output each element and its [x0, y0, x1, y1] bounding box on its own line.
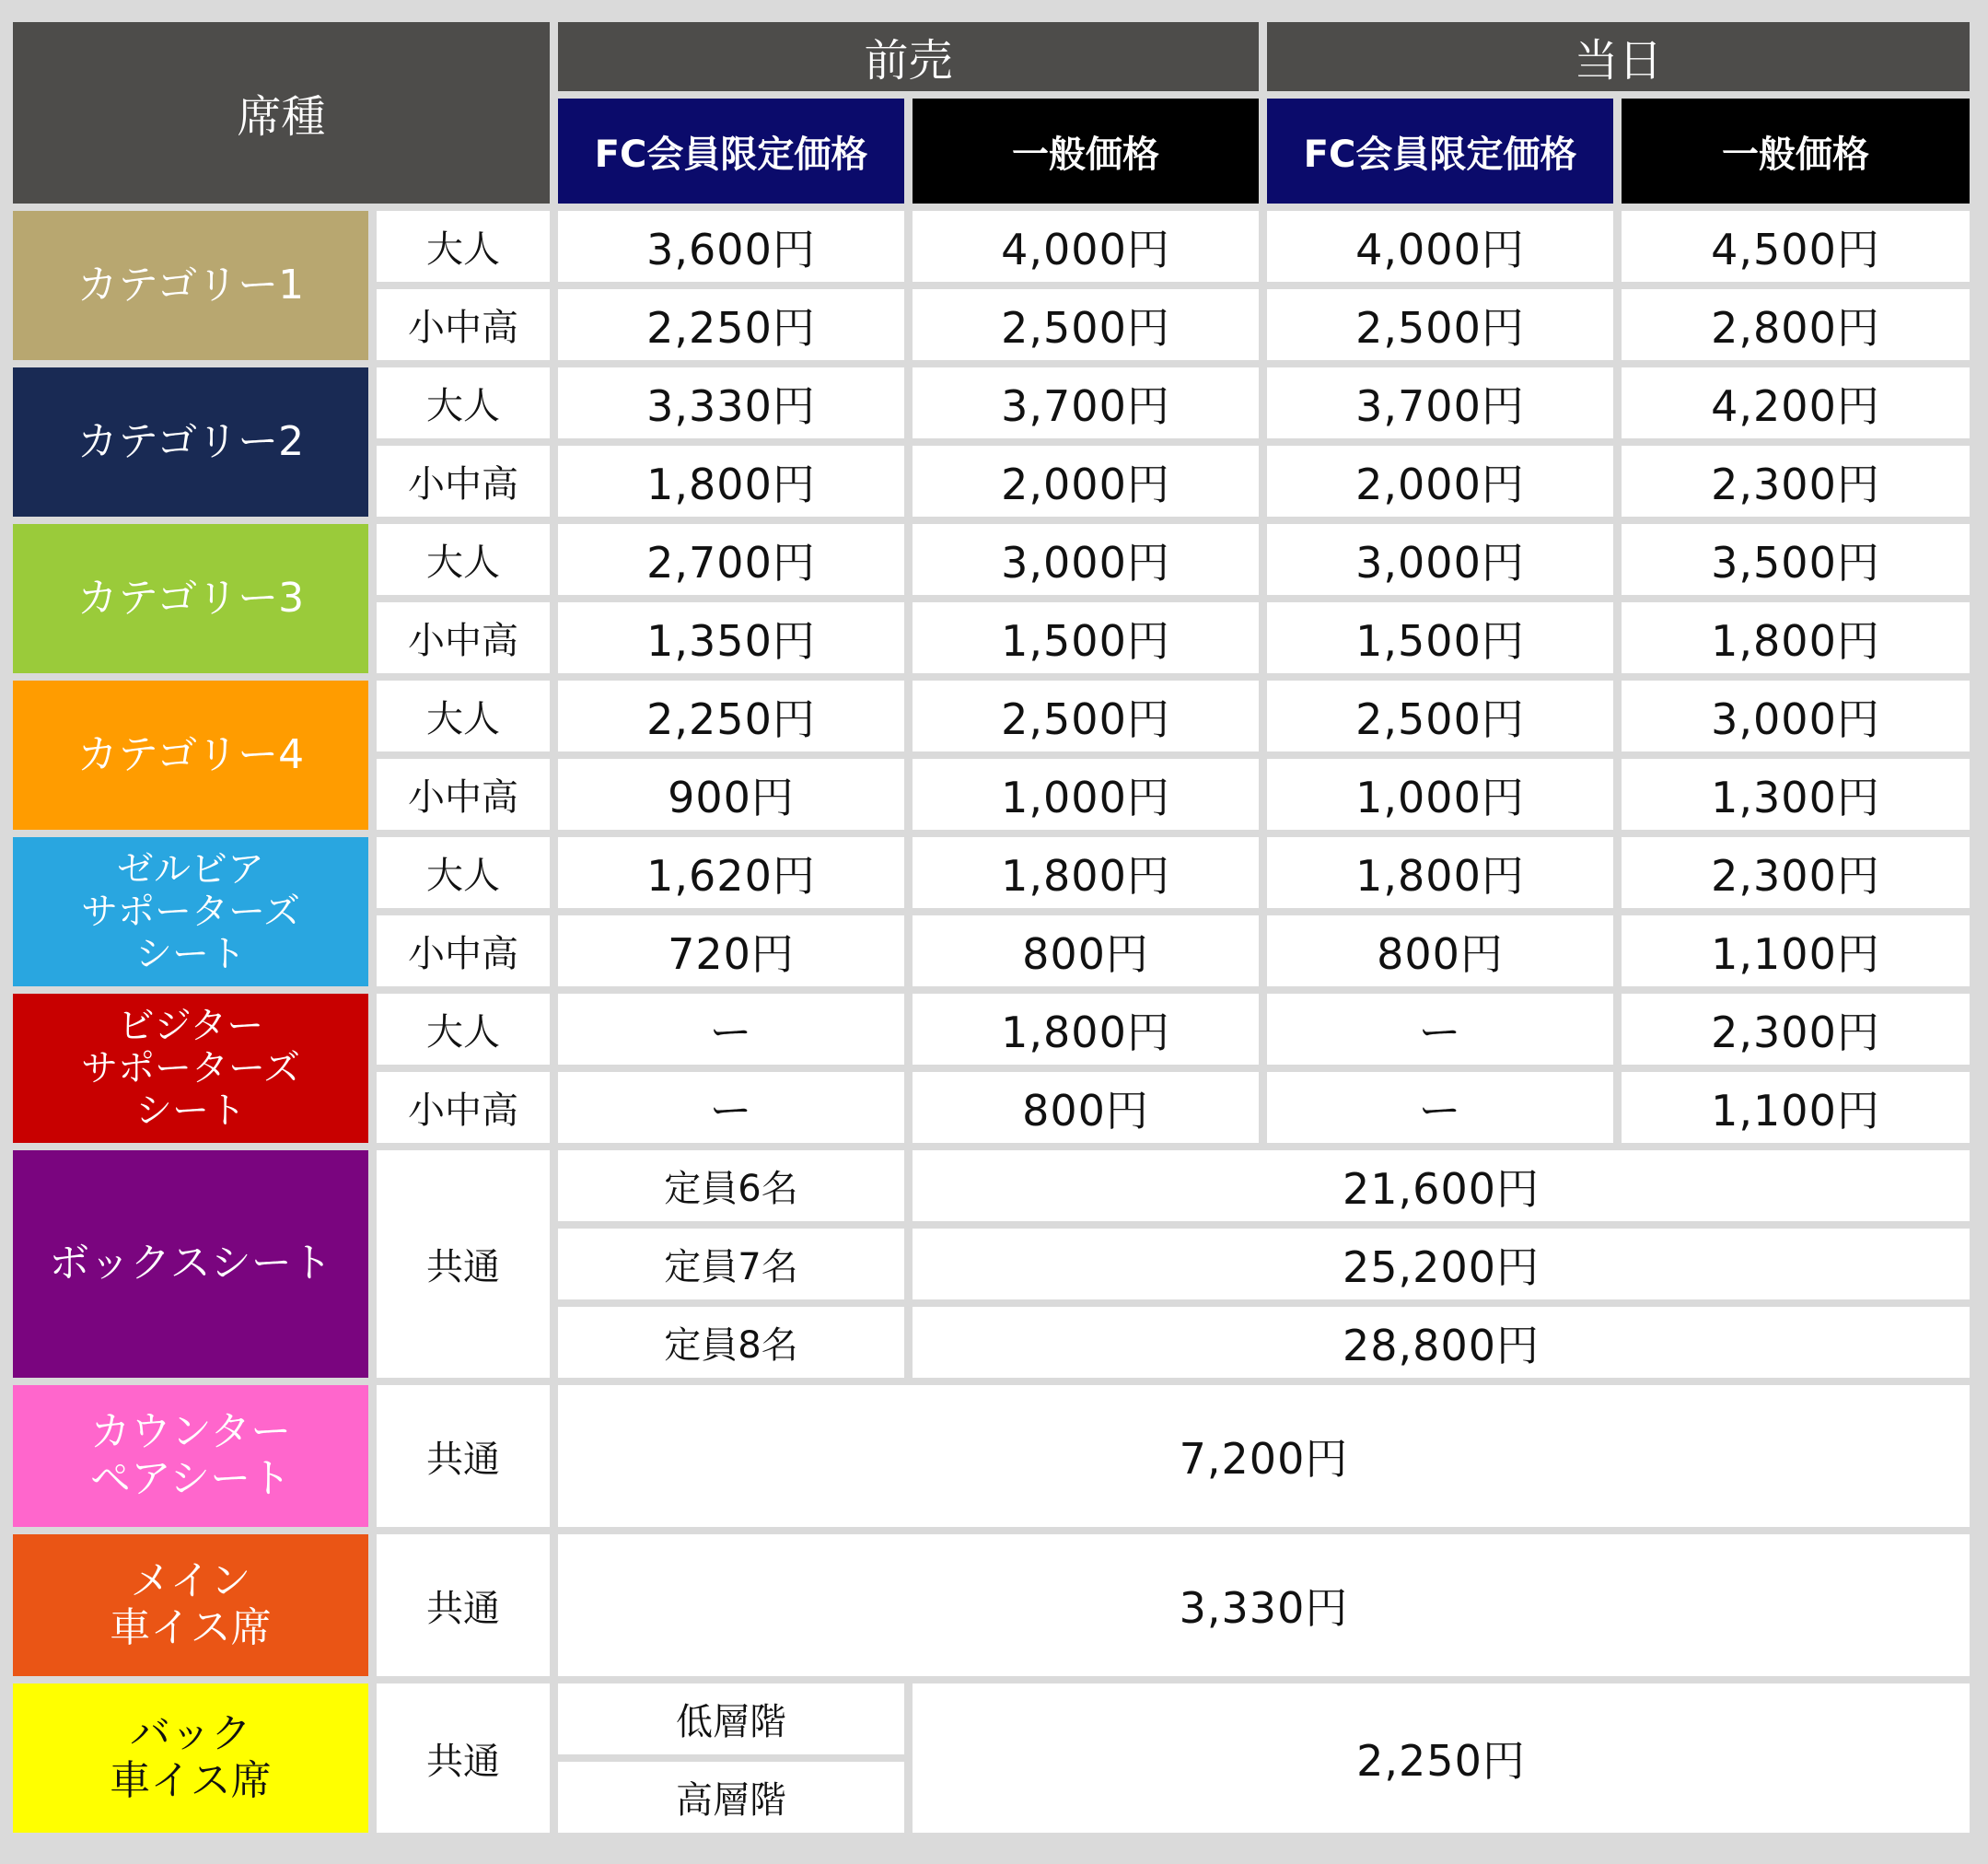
category-1-child-advance-fc-price: 2,250円: [558, 289, 904, 360]
category-4-adult-same-day-general-price: 3,000円: [1622, 681, 1970, 751]
category-5-adult-same-day-fc-price: 1,800円: [1267, 837, 1613, 908]
category-6-adult-label: 大人: [377, 994, 550, 1065]
category-4-child-advance-fc-price: 900円: [558, 759, 904, 830]
box-seat-common-label: 共通: [377, 1150, 550, 1378]
category-6-child-advance-general-price: 800円: [913, 1072, 1259, 1143]
back-wheelchair-low-floor: 低層階: [558, 1683, 904, 1754]
category-5-child-same-day-general-price: 1,100円: [1622, 915, 1970, 986]
category-4-child-label: 小中高: [377, 759, 550, 830]
main-wheelchair-common-label: 共通: [377, 1534, 550, 1676]
counter-pair-common-label: 共通: [377, 1385, 550, 1527]
box-price-8: 28,800円: [913, 1307, 1970, 1378]
box-price-7: 25,200円: [913, 1229, 1970, 1299]
category-4-child-same-day-fc-price: 1,000円: [1267, 759, 1613, 830]
category-4-child-advance-general-price: 1,000円: [913, 759, 1259, 830]
box-seat-category: ボックスシート: [13, 1150, 368, 1378]
category-4-adult-label: 大人: [377, 681, 550, 751]
same-day-fc-price-header: FC会員限定価格: [1267, 99, 1613, 204]
category-6-child-same-day-general-price: 1,100円: [1622, 1072, 1970, 1143]
seat-type-header: 席種: [13, 22, 550, 204]
category-4-adult-advance-general-price: 2,500円: [913, 681, 1259, 751]
category-3-adult-same-day-fc-price: 3,000円: [1267, 524, 1613, 595]
category-2-adult-same-day-fc-price: 3,700円: [1267, 367, 1613, 438]
category-2-adult-advance-general-price: 3,700円: [913, 367, 1259, 438]
advance-header: 前売: [558, 22, 1259, 91]
category-3-child-same-day-general-price: 1,800円: [1622, 602, 1970, 673]
category-3-name: カテゴリー3: [13, 524, 368, 673]
category-4-name: カテゴリー4: [13, 681, 368, 830]
same-day-general-price-header: 一般価格: [1622, 99, 1970, 204]
category-1-name: カテゴリー1: [13, 211, 368, 360]
main-wheelchair-category: メイン 車イス席: [13, 1534, 368, 1676]
category-1-child-advance-general-price: 2,500円: [913, 289, 1259, 360]
category-6-child-same-day-fc-price: ー: [1267, 1072, 1613, 1143]
category-3-adult-advance-general-price: 3,000円: [913, 524, 1259, 595]
category-4-child-same-day-general-price: 1,300円: [1622, 759, 1970, 830]
category-5-adult-advance-fc-price: 1,620円: [558, 837, 904, 908]
category-3-child-label: 小中高: [377, 602, 550, 673]
price-table: [13, 22, 1975, 1835]
category-2-adult-label: 大人: [377, 367, 550, 438]
counter-pair-price: 7,200円: [558, 1385, 1970, 1527]
advance-general-price-header: 一般価格: [913, 99, 1259, 204]
main-wheelchair-price: 3,330円: [558, 1534, 1970, 1676]
category-2-adult-same-day-general-price: 4,200円: [1622, 367, 1970, 438]
category-2-name: カテゴリー2: [13, 367, 368, 517]
category-2-child-label: 小中高: [377, 446, 550, 517]
category-3-child-same-day-fc-price: 1,500円: [1267, 602, 1613, 673]
back-wheelchair-price: 2,250円: [913, 1683, 1970, 1833]
category-4-adult-advance-fc-price: 2,250円: [558, 681, 904, 751]
box-capacity-6: 定員6名: [558, 1150, 904, 1221]
box-price-6: 21,600円: [913, 1150, 1970, 1221]
category-1-child-same-day-fc-price: 2,500円: [1267, 289, 1613, 360]
category-5-child-advance-fc-price: 720円: [558, 915, 904, 986]
category-5-adult-label: 大人: [377, 837, 550, 908]
category-6-adult-same-day-general-price: 2,300円: [1622, 994, 1970, 1065]
same-day-header: 当日: [1267, 22, 1970, 91]
back-wheelchair-common-label: 共通: [377, 1683, 550, 1833]
counter-pair-seat-category: カウンター ペアシート: [13, 1385, 368, 1527]
back-wheelchair-high-floor: 高層階: [558, 1762, 904, 1833]
category-3-child-advance-fc-price: 1,350円: [558, 602, 904, 673]
advance-fc-price-header: FC会員限定価格: [558, 99, 904, 204]
category-3-adult-label: 大人: [377, 524, 550, 595]
category-5-adult-advance-general-price: 1,800円: [913, 837, 1259, 908]
box-capacity-7: 定員7名: [558, 1229, 904, 1299]
category-3-child-advance-general-price: 1,500円: [913, 602, 1259, 673]
category-2-child-same-day-fc-price: 2,000円: [1267, 446, 1613, 517]
category-6-child-label: 小中高: [377, 1072, 550, 1143]
category-5-child-advance-general-price: 800円: [913, 915, 1259, 986]
category-3-adult-advance-fc-price: 2,700円: [558, 524, 904, 595]
category-1-child-same-day-general-price: 2,800円: [1622, 289, 1970, 360]
category-1-adult-advance-fc-price: 3,600円: [558, 211, 904, 282]
category-5-child-same-day-fc-price: 800円: [1267, 915, 1613, 986]
back-wheelchair-category: バック 車イス席: [13, 1683, 368, 1833]
category-5-adult-same-day-general-price: 2,300円: [1622, 837, 1970, 908]
category-6-child-advance-fc-price: ー: [558, 1072, 904, 1143]
category-1-child-label: 小中高: [377, 289, 550, 360]
category-6-name: ビジター サポーターズ シート: [13, 994, 368, 1143]
category-5-child-label: 小中高: [377, 915, 550, 986]
category-4-adult-same-day-fc-price: 2,500円: [1267, 681, 1613, 751]
category-2-child-advance-general-price: 2,000円: [913, 446, 1259, 517]
category-1-adult-same-day-fc-price: 4,000円: [1267, 211, 1613, 282]
category-1-adult-label: 大人: [377, 211, 550, 282]
category-6-adult-same-day-fc-price: ー: [1267, 994, 1613, 1065]
category-5-name: ゼルビア サポーターズ シート: [13, 837, 368, 986]
category-6-adult-advance-fc-price: ー: [558, 994, 904, 1065]
category-6-adult-advance-general-price: 1,800円: [913, 994, 1259, 1065]
category-2-child-same-day-general-price: 2,300円: [1622, 446, 1970, 517]
category-1-adult-advance-general-price: 4,000円: [913, 211, 1259, 282]
box-capacity-8: 定員8名: [558, 1307, 904, 1378]
category-2-adult-advance-fc-price: 3,330円: [558, 367, 904, 438]
category-3-adult-same-day-general-price: 3,500円: [1622, 524, 1970, 595]
category-2-child-advance-fc-price: 1,800円: [558, 446, 904, 517]
category-1-adult-same-day-general-price: 4,500円: [1622, 211, 1970, 282]
